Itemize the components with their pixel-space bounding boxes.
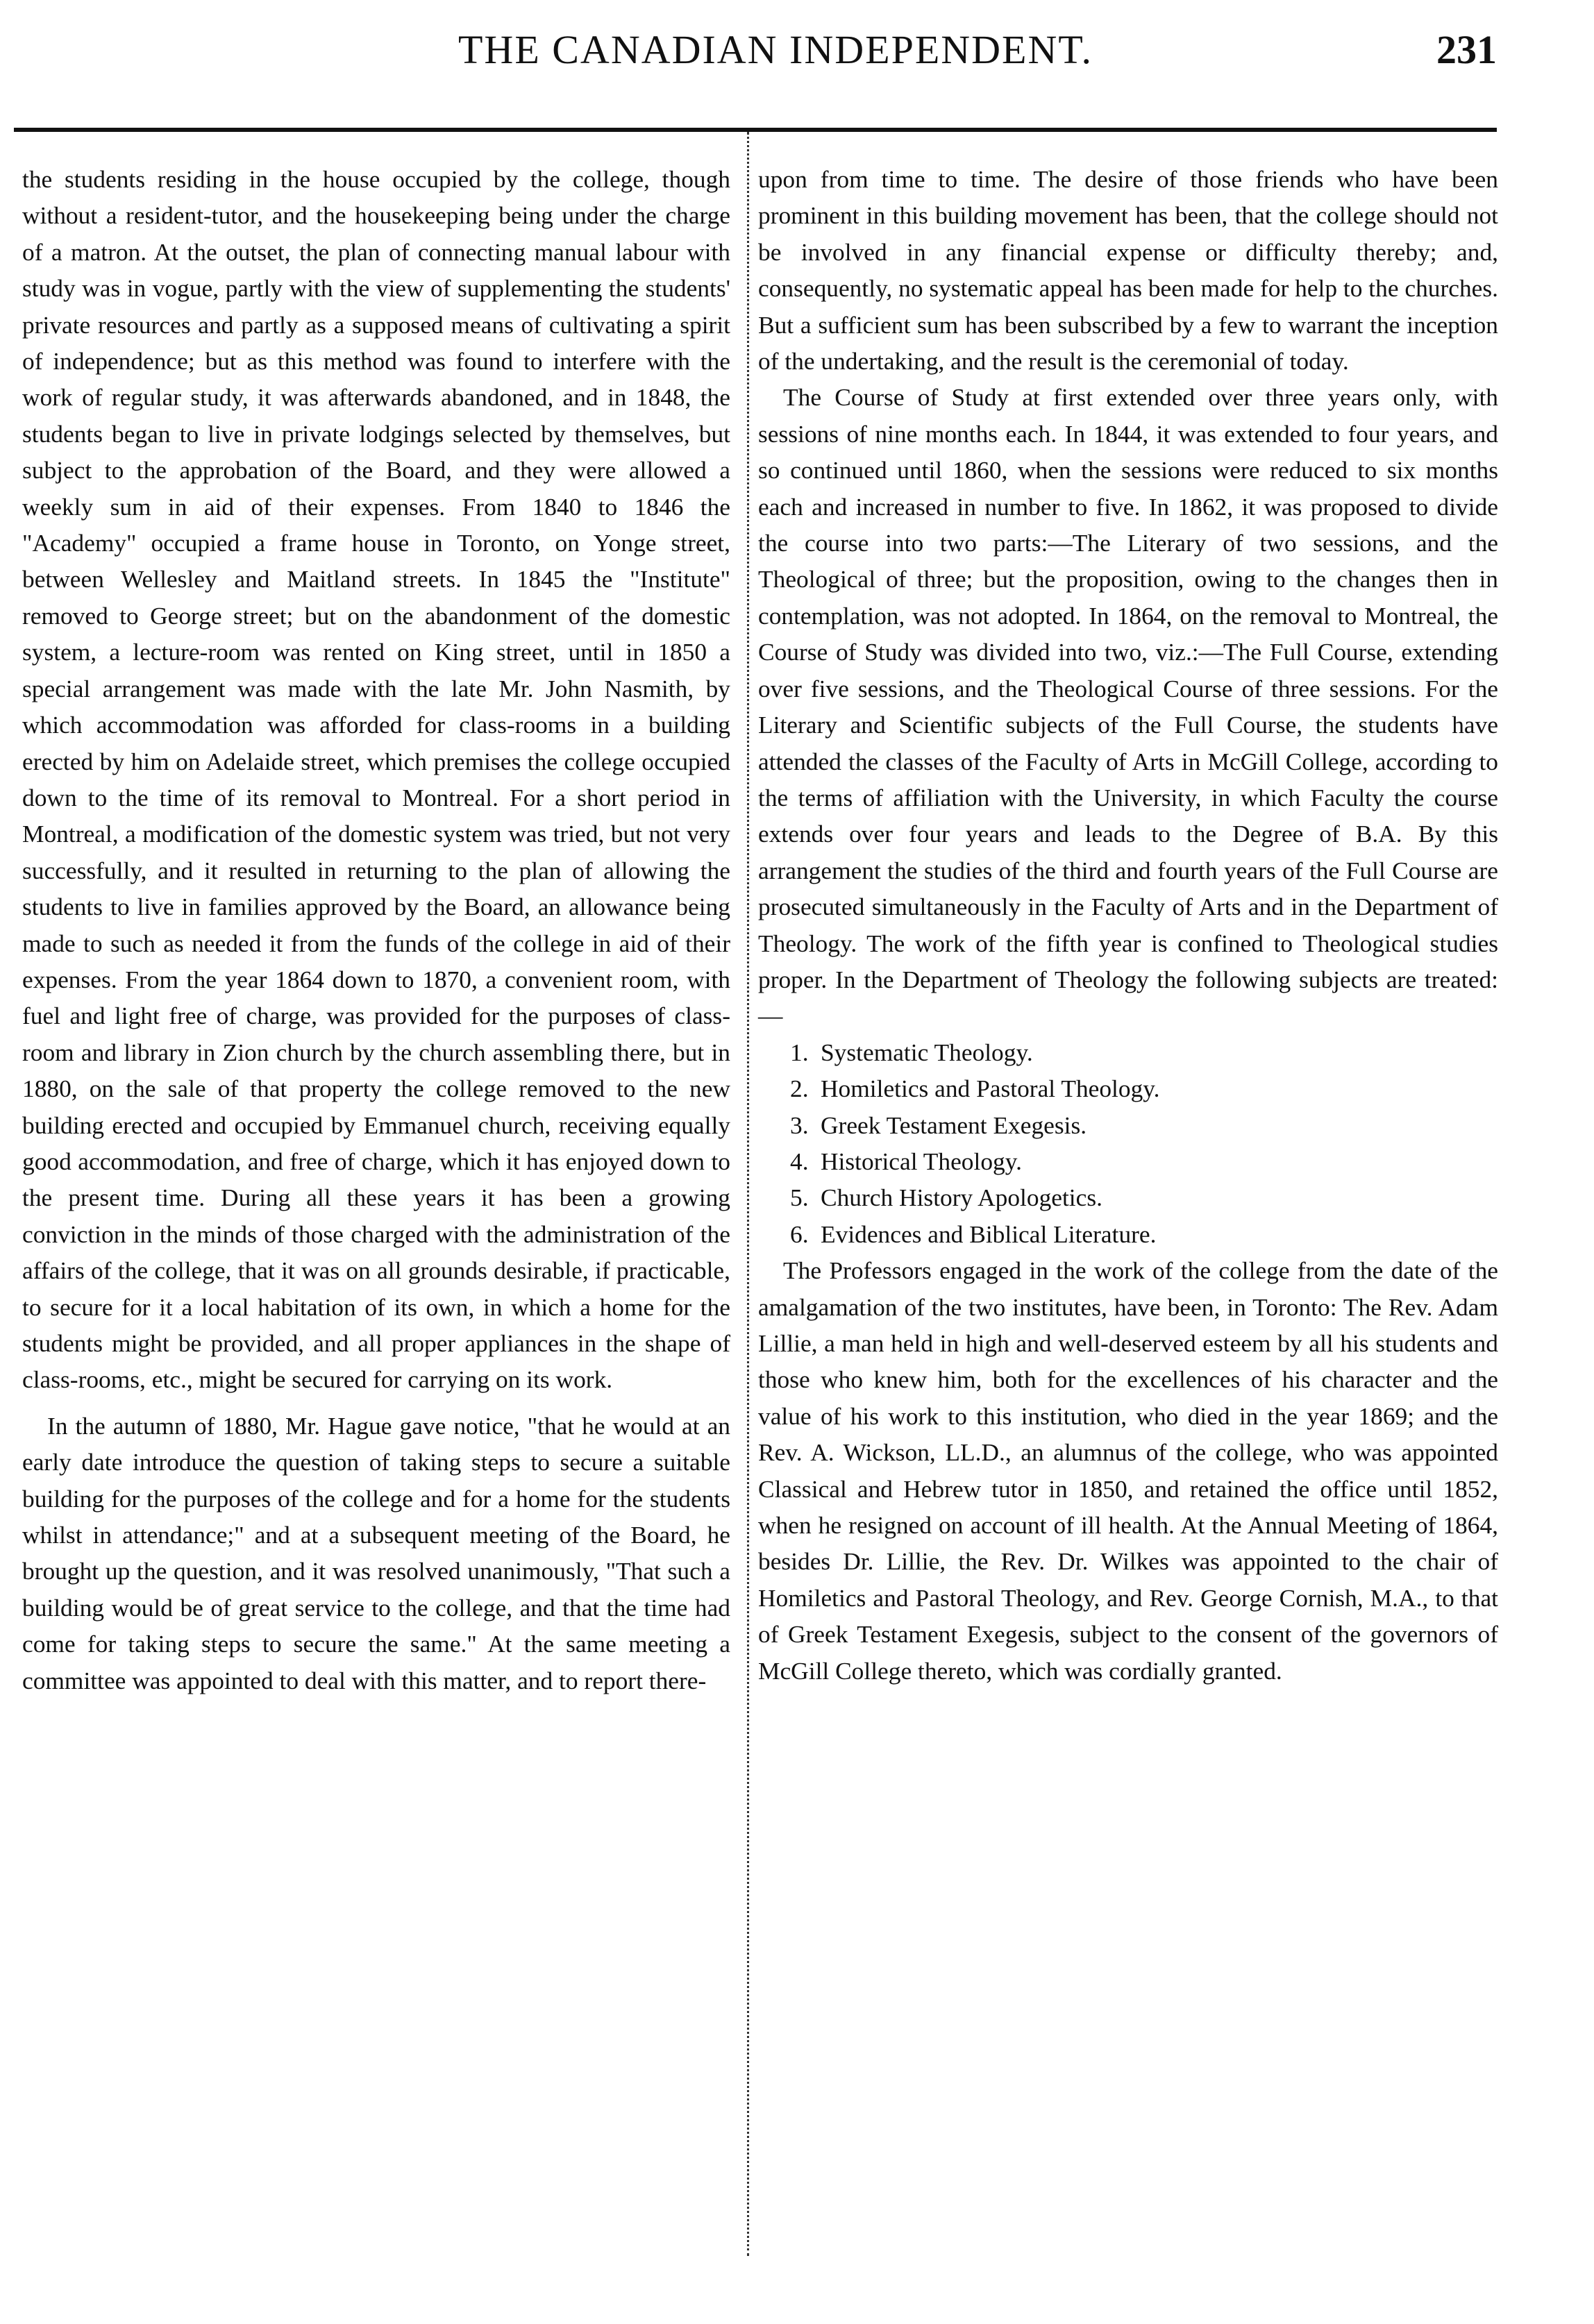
running-title: THE CANADIAN INDEPENDENT.: [458, 27, 1093, 72]
list-item-text: Systematic Theology.: [821, 1038, 1033, 1066]
list-item: [790, 1179, 1498, 1215]
list-item: [790, 1216, 1498, 1252]
right-column: [758, 161, 1498, 1689]
header-rule: [14, 128, 1497, 132]
right-paragraph-3: The Professors engaged in the work of the college from the date of the amalgamation of the two institutes, have been, in Toronto: The Rev. Adam Lillie, a man held in high and well-deserved esteem by all his students and those who knew him, both for the excellences of his character and the value of his work to this institution, who died in the year 1869; and the Rev. A. Wickson, LL.D., an alumnus of the college, who was appointed Classical and Hebrew tutor in 1850, and retained the office until 1852, when he resigned on account of ill health. At the Annual Meeting of 1864, besides Dr. Lillie, the Rev. Dr. Wilkes was appointed to the chair of Homiletics and Pastoral Theology, and Rev. George Cornish, M.A., to that of Greek Testament Exegesis, subject to the consent of the governors of McGill College thereto, which was cordially granted.: [758, 1256, 1498, 1685]
list-item-text: Church History Apologetics.: [821, 1184, 1102, 1212]
list-item: [790, 1070, 1498, 1106]
right-paragraph-2: The Course of Study at first extended over three years only, with sessions of nine months each. In 1844, it was extended to four years, and so continued until 1860, when the sessions were reduced to six months each and increased in number to five. In 1862, it was proposed to divide the course into two parts:—The Literary of two sessions, and the Theological of three; but the proposition, owing to the changes then in contemplation, was not adopted. In 1864, on the removal to Montreal, the Course of Study was divided into two, viz.:—The Full Course, extending over five sessions, and the Theological Course of three sessions. For the Literary and Scientific subjects of the Full Course, the students have attended the classes of the Faculty of Arts in McGill College, according to the terms of affiliation with the University, in which Faculty the course extends over four years and leads to the Degree of B.A. By this arrangement the studies of the third and fourth years of the Full Course are prosecuted simultaneously in the Faculty of Arts and in the Department of Theology. The work of the fifth year is confined to Theological studies proper. In the Department of Theology the following subjects are treated:—: [758, 383, 1498, 1030]
list-item-number: 4.: [790, 1147, 809, 1175]
list-item-text: Homiletics and Pastoral Theology.: [821, 1075, 1160, 1103]
list-item-number: 6.: [790, 1220, 809, 1248]
list-item-number: 5.: [790, 1184, 809, 1212]
right-paragraph-1: upon from time to time. The desire of those friends who have been prominent in this building movement has been, that the college should not be involved in any financial expense or difficulty thereby; and, consequently, no systematic appeal has been made for help to the churches. But a sufficient sum has been subscribed by a few to warrant the inception of the undertaking, and the result is the ceremonial of today.: [758, 165, 1498, 376]
left-paragraph-2: In the autumn of 1880, Mr. Hague gave notice, "that he would at an early date introduce the question of taking steps to secure a suitable building for the purposes of the college and for a home for the students whilst in attendance;" and at a subsequent meeting of the Board, he brought up the question, and it was resolved unanimously, "That such a building would be of great service to the college, and that the time had come for taking steps to secure the same." At the same meeting a committee was appointed to deal with this matter, and to report there-: [22, 1411, 730, 1694]
page-header: [14, 12, 1497, 117]
list-item: [790, 1034, 1498, 1070]
list-item-number: 1.: [790, 1038, 809, 1066]
left-paragraph-1: the students residing in the house occupied by the college, though without a resident-tutor, and the housekeeping being under the charge of a matron. At the outset, the plan of connecting manual labour with study was in vogue, partly with the view of supplementing the students' private resources and partly as a supposed means of cultivating a spirit of independence; but as this method was found to interfere with the work of regular study, it was afterwards abandoned, and in 1848, the students began to live in private lodgings selected by themselves, but subject to the approbation of the Board, and they were allowed a weekly sum in aid of their expenses. From 1840 to 1846 the "Academy" occupied a frame house in Toronto, on Yonge street, between Wellesley and Maitland streets. In 1845 the "Institute" removed to George street; but on the abandonment of the domestic system, a lecture-room was rented on King street, until in 1850 a special arrangement was made with the late Mr. John Nasmith, by which accommodation was afforded for class-rooms in a building erected by him on Adelaide street, which premises the college occupied down to the time of its removal to Montreal. For a short period in Montreal, a modification of the domestic system was tried, but not very successfully, and it resulted in returning to the plan of allowing the students to live in families approved by the Board, an allowance being made to such as needed it from the funds of the college in aid of their expenses. From the year 1864 down to 1870, a convenient room, with fuel and light free of charge, was provided for the purposes of class-room and library in Zion church by the church assembling there, but in 1880, on the sale of that property the college removed to the new building erected and occupied by Emmanuel church, receiving equally good accommodation, and free of charge, which it has enjoyed down to the present time. During all these years it has been a growing conviction in the minds of those charged with the administration of the affairs of the college, that it was on all grounds desirable, if practicable, to secure for it a local habitation of its own, in which a home for the students might be provided, and all proper appliances in the shape of class-rooms, etc., might be secured for carrying on its work.: [22, 165, 730, 1394]
list-item: [790, 1143, 1498, 1179]
page-number: 231: [1436, 27, 1497, 72]
subjects-list: [758, 1034, 1498, 1252]
column-divider: [747, 132, 749, 2256]
list-item-number: 3.: [790, 1111, 809, 1139]
list-item-text: Evidences and Biblical Literature.: [821, 1220, 1157, 1248]
list-item: [790, 1107, 1498, 1143]
list-item-text: Historical Theology.: [821, 1147, 1022, 1175]
list-item-text: Greek Testament Exegesis.: [821, 1111, 1087, 1139]
left-column: [22, 161, 730, 1699]
list-item-number: 2.: [790, 1075, 809, 1103]
